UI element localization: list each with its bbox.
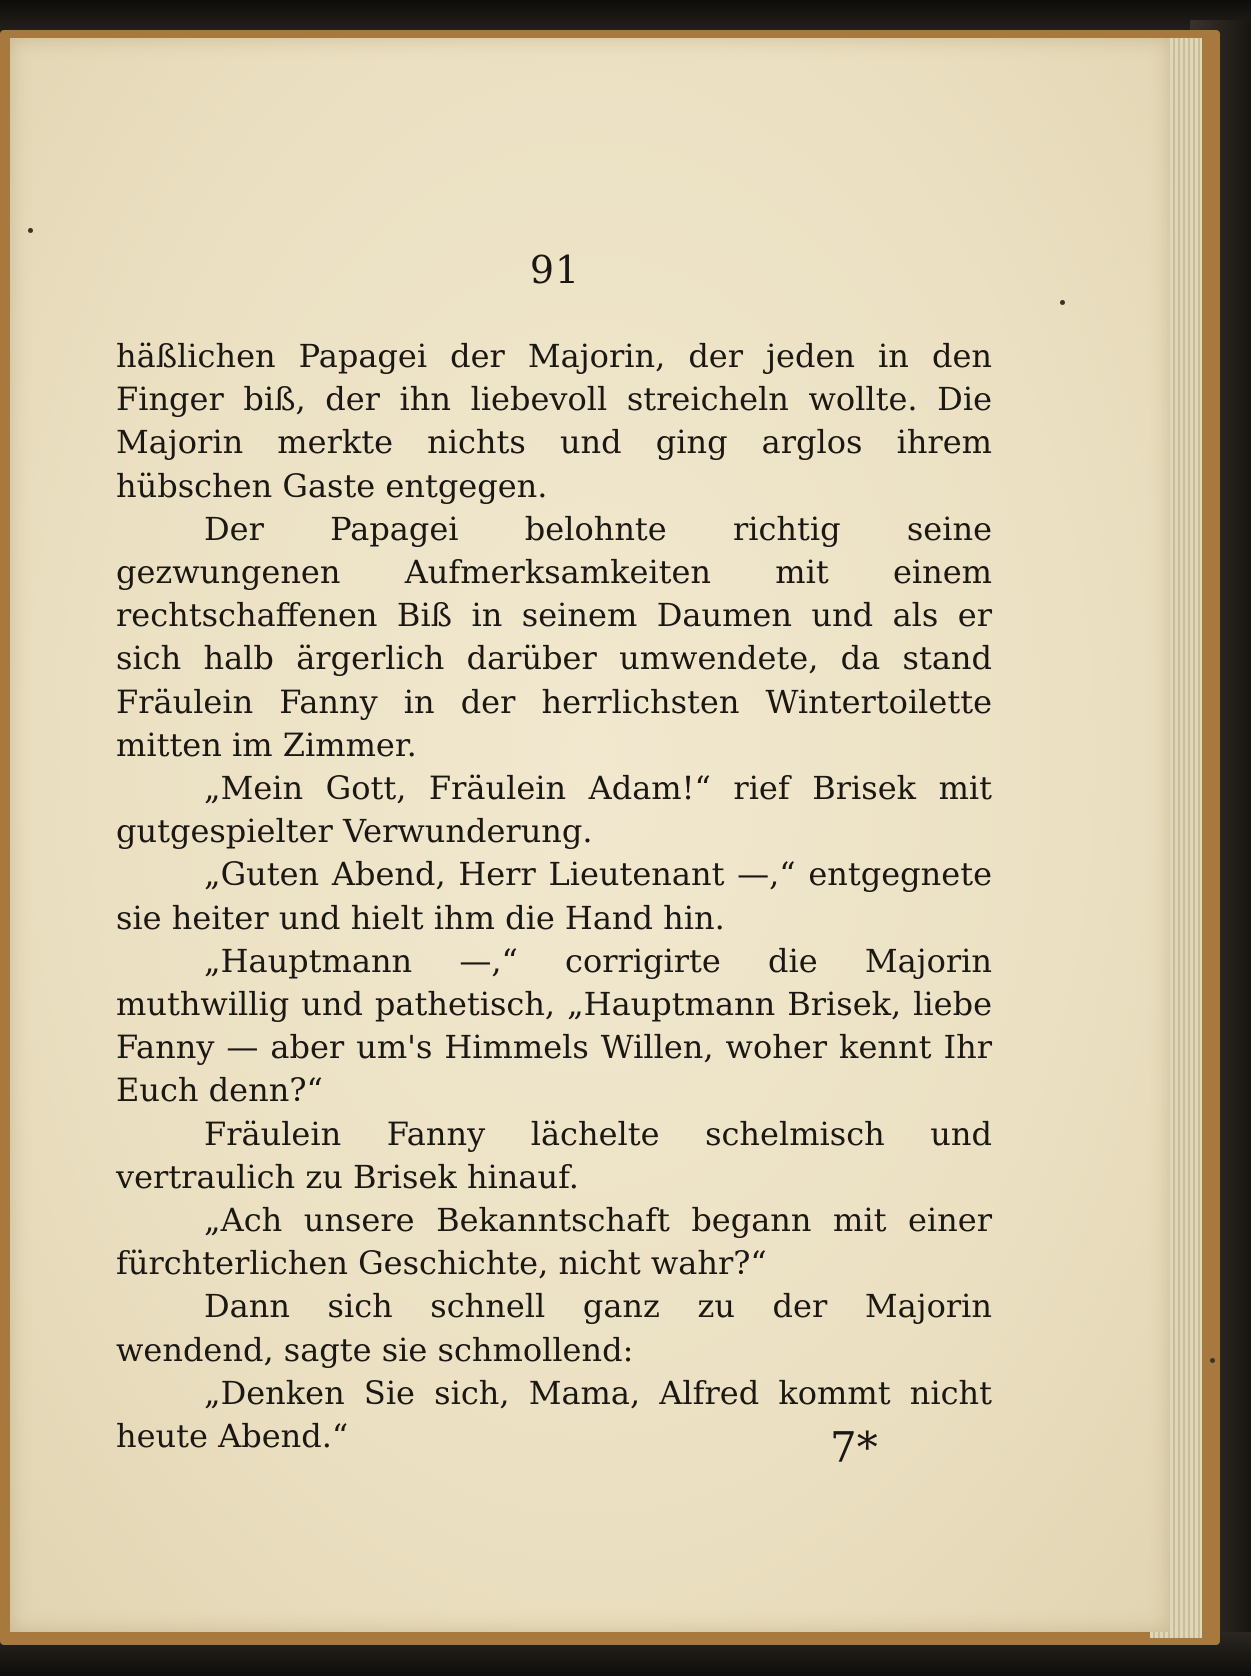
paragraph: „Mein Gott, Fräulein Adam!“ rief Brisek mit gutgespielter Verwunderung. xyxy=(116,769,992,851)
paper-speck xyxy=(28,228,33,233)
body-text xyxy=(116,335,992,1458)
paragraph: Dann sich schnell ganz zu der Majorin wendend, sagte sie schmollend: xyxy=(116,1287,992,1369)
paragraph: Der Papagei belohnte richtig seine gezwungenen Aufmerksamkeiten mit einem rechtschaffenen Biß in seinem Daumen und als er sich halb ärgerlich darüber umwendete, da stand Fräulein Fanny in der herrlichsten Wintertoilette mitten im Zimmer. xyxy=(116,509,992,764)
page-number: 91 xyxy=(529,248,581,292)
signature-mark: 7* xyxy=(830,1423,878,1472)
paragraph: häßlichen Papagei der Majorin, der jeden in den Finger biß, der ihn liebevoll streicheln wollte. Die Majorin merkte nichts und ging arglos ihrem hübschen Gaste entgegen. xyxy=(116,337,992,505)
paragraph: „Ach unsere Bekanntschaft begann mit einer fürchterlichen Geschichte, nicht wahr?“ xyxy=(116,1201,992,1283)
paragraph: „Denken Sie sich, Mama, Alfred kommt nicht heute Abend.“ xyxy=(116,1373,992,1456)
paragraph: „Guten Abend, Herr Lieutenant —,“ entgegnete sie heiter und hielt ihm die Hand hin. xyxy=(116,855,992,937)
paper-speck xyxy=(1060,300,1065,305)
paper-speck xyxy=(1210,1358,1215,1363)
book-page xyxy=(10,38,1170,1632)
paragraph: „Hauptmann —,“ corrigirte die Majorin muthwillig und pathetisch, „Hauptmann Brisek, liebe Fanny — aber um's Himmels Willen, woher kennt Ihr Euch denn?“ xyxy=(116,941,992,1110)
paragraph: Fräulein Fanny lächelte schelmisch und vertraulich zu Brisek hinauf. xyxy=(116,1114,992,1196)
